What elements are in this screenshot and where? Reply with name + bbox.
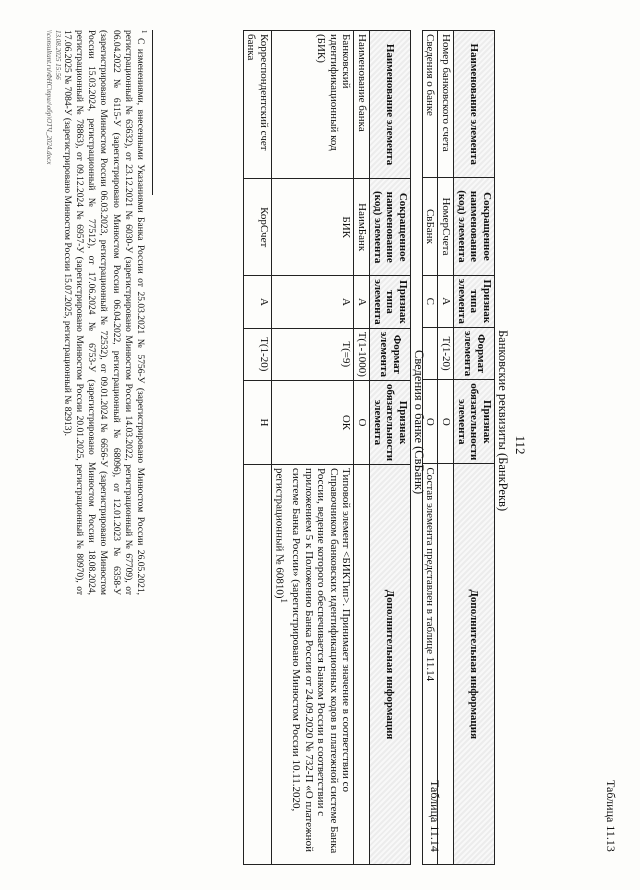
footnote-text: С изменениями, внесенными Указаниями Банка России от 25.03.2021 № 5756-У (зарегистрировано Минюстом России 26.05.2021, регистрационный № 63632), от 23.12.2021 № 6030-У (зарегистрировано Минюстом России 14.03.2022, регистрационный № 67709), от 06.04.2022 № 6115-У (зарегистрировано Минюстом России 06.04.2022, регистрационный № 68096), от 12.01.2023 № 6358-У (зарегистрировано Минюстом России 06.03.2023, регистрационный № 72532), от 09.01.2024 № 6656-У (зарегистрировано Минюстом России 15.03.2024, регистрационный № 77512), от 17.06.2024 № 6753-У (зарегистрировано Минюстом России 18.08.2024, регистрационный № 78863), от 09.12.2024 № 6957-У (зарегистрировано Минюстом России 20.01.2025, регистрационный № 80970), от 17.06.2025 № 7084-У (зарегистрировано Минюстом России 15.07.2025, регистрационный № 82913).	[61, 30, 145, 595]
table-cell: Т(1-20)	[243, 328, 271, 380]
table-cell: О	[354, 380, 370, 464]
table-11-14-label: Таблица 11.14	[428, 780, 442, 852]
table-cell: КорСчет	[243, 179, 271, 276]
table-cell: А	[438, 275, 454, 327]
table-cell: Т(=9)	[271, 328, 354, 380]
footnote	[61, 30, 148, 595]
table-cell: С	[422, 275, 438, 327]
table-row	[271, 31, 354, 865]
table-row	[243, 31, 271, 865]
table-cell: А	[354, 276, 370, 328]
table-cell: Номер банковского счета	[438, 31, 454, 178]
table-cell: Корреспондентский счет банка	[243, 31, 271, 179]
table-cell: НомерСчета	[438, 178, 454, 275]
header-cell: Дополнительная информация	[370, 465, 411, 865]
table-11-13-label: Таблица 11.13	[604, 780, 618, 852]
bik-additional-info: Типовой элемент <БИКТип>. Принимает значение в соответствии со Справочником банковских идентификационных кодов в платежной системе Банка России, ведение которого обеспечивается Банком России в соответствии с приложением 5 к Положению Банка России от 24.09.2020 № 732-П «О платежной системе Банка России» (зарегистрировано Минюстом России 10.11.2020, регистрационный № 60810)	[273, 468, 353, 854]
print-stamp-path: \\consultant.ru\ФНС\прил\обр\ОТЧ_2024.docx	[44, 30, 53, 165]
table-cell: Состав элемента представлен в таблице 11.14	[422, 464, 438, 865]
table-cell: СвБанк	[422, 178, 438, 275]
table-cell: Т(1-1000)	[354, 328, 370, 380]
table-cell: А	[271, 276, 354, 328]
header-cell: Дополнительная информация	[454, 464, 495, 865]
header-cell: Признак типа элемента	[370, 276, 411, 328]
table-cell: Сведения о банке	[422, 31, 438, 178]
table-header-row	[370, 31, 411, 865]
header-cell: Признак обязательности элемента	[454, 380, 495, 464]
table-row	[354, 31, 370, 865]
table-11-14	[243, 30, 411, 865]
print-stamp	[44, 30, 62, 164]
table-11-13-caption: Банковские реквизиты (БанкРекв)	[496, 330, 510, 512]
table-cell: Н	[243, 380, 271, 464]
header-cell: Признак типа элемента	[454, 275, 495, 327]
table-cell	[271, 465, 354, 865]
header-cell: Формат элемента	[454, 327, 495, 379]
header-cell: Наименование элемента	[370, 31, 411, 179]
page-number: 112	[513, 435, 528, 455]
table-cell: БИК	[271, 179, 354, 276]
header-cell: Признак обязательности элемента	[370, 380, 411, 464]
table-cell: Банковский идентификационный код (БИК)	[271, 31, 354, 179]
table-11-14-caption: Сведения о банке (СвБанк)	[412, 350, 426, 495]
table-row	[438, 31, 454, 865]
table-cell: О	[422, 380, 438, 464]
table-cell: О	[438, 380, 454, 464]
table-11-13	[422, 30, 495, 865]
header-cell: Сокращенное наименование (код) элемента	[454, 178, 495, 275]
table-cell: Наименование банка	[354, 31, 370, 179]
table-cell: ОК	[271, 380, 354, 464]
print-stamp-date: 13.08.2025 15:56	[54, 30, 62, 80]
footnote-divider	[152, 30, 153, 195]
header-cell: Наименование элемента	[454, 31, 495, 178]
table-cell	[354, 465, 370, 865]
footnote-marker: 1	[140, 30, 148, 34]
table-cell: А	[243, 276, 271, 328]
header-cell: Сокращенное наименование (код) элемента	[370, 179, 411, 276]
table-cell: НаимБанк	[354, 179, 370, 276]
table-cell: Т(1-20)	[438, 327, 454, 379]
table-cell	[243, 465, 271, 865]
footnote-reference: 1	[279, 598, 290, 604]
header-cell: Формат элемента	[370, 328, 411, 380]
table-header-row	[454, 31, 495, 865]
